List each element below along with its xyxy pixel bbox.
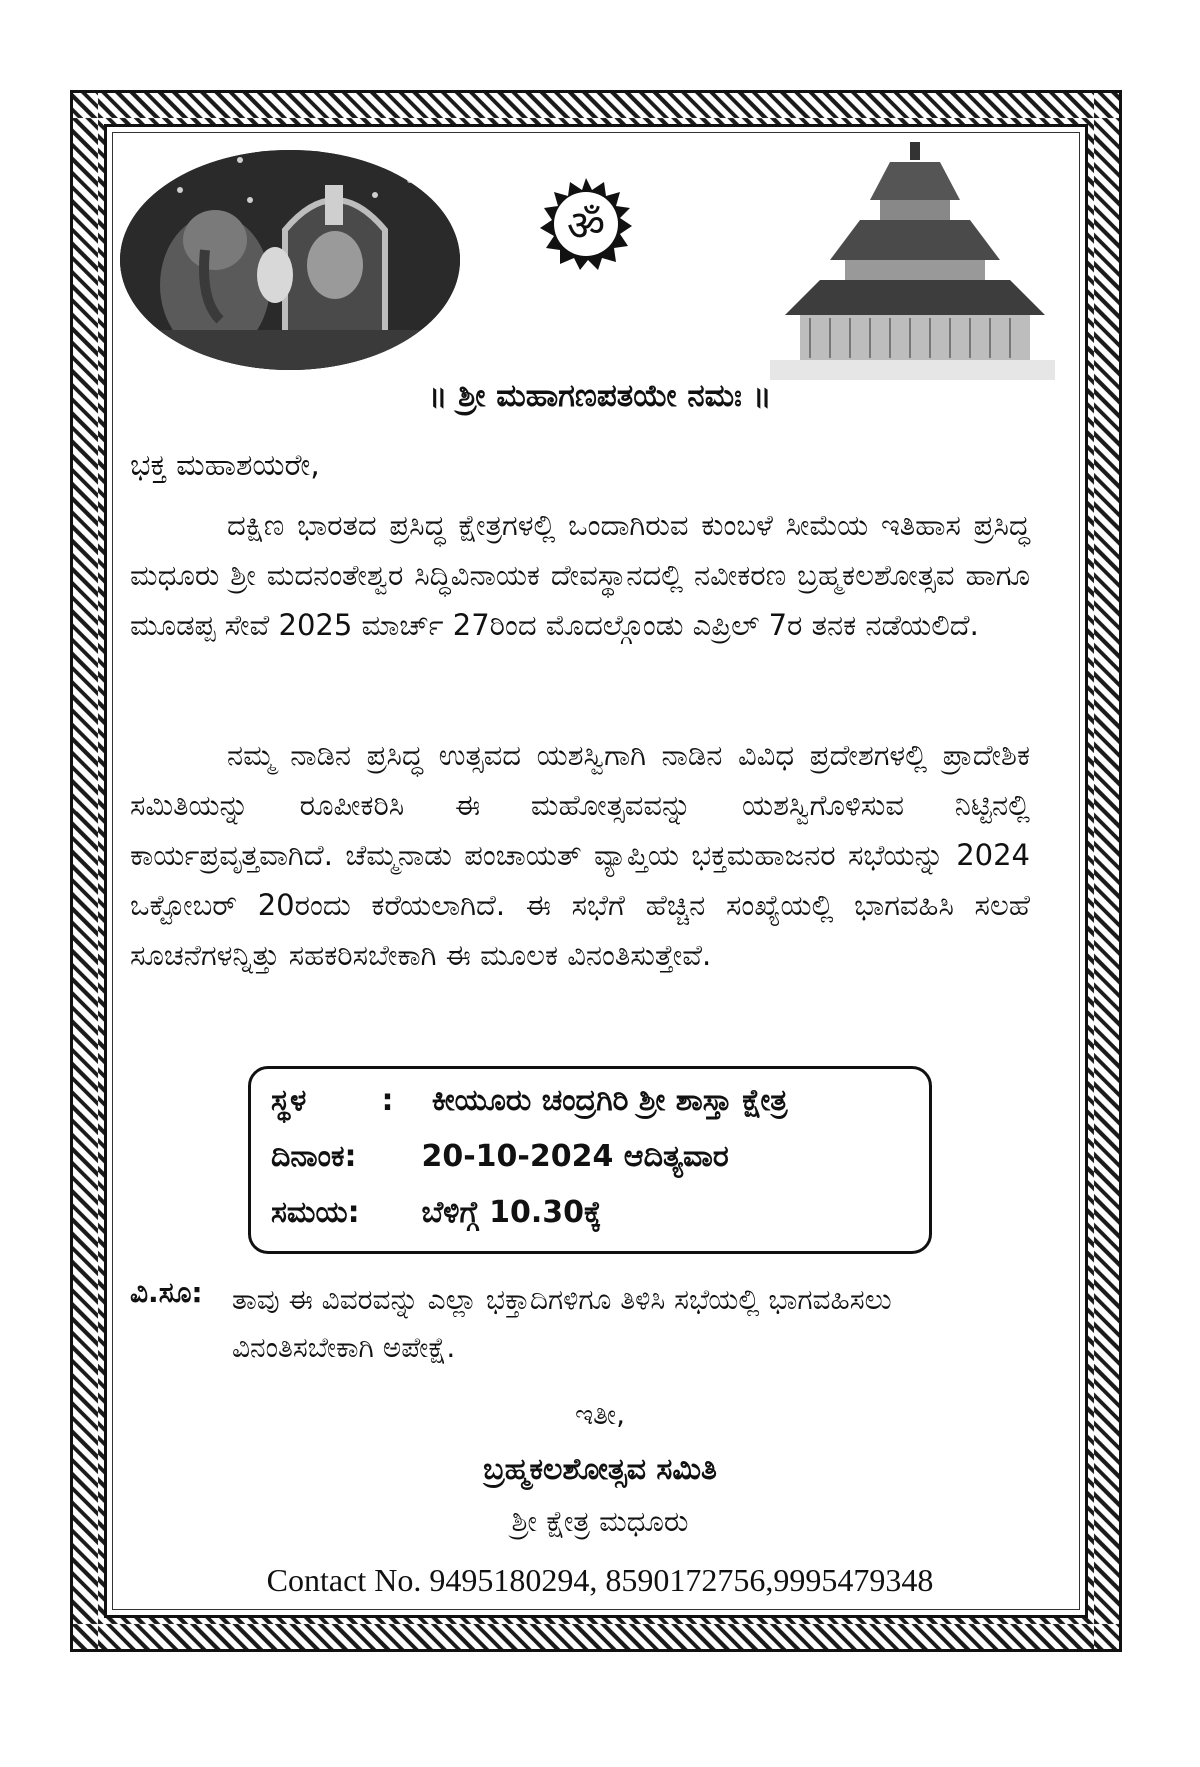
time-row: [271, 1195, 602, 1230]
om-glyph: ॐ: [566, 201, 606, 250]
paragraph-2: ನಮ್ಮ ನಾಡಿನ ಪ್ರಸಿದ್ಧ ಉತ್ಸವದ ಯಶಸ್ವಿಗಾಗಿ ನಾಡಿನ ವಿವಿಧ ಪ್ರದೇಶಗಳಲ್ಲಿ ಪ್ರಾದೇಶಿಕ ಸಮಿತಿಯನ್ನು ರೂಪೀಕರಿಸಿ ಈ ಮಹೋತ್ಸವವನ್ನು ಯಶಸ್ವಿಗೊಳಿಸುವ ನಿಟ್ಟಿನಲ್ಲಿ ಕಾರ್ಯಪ್ರವೃತ್ತವಾಗಿದೆ. ಚೆಮ್ಮನಾಡು ಪಂಚಾಯತ್ ವ್ಯಾಪ್ತಿಯ ಭಕ್ತಮಹಾಜನರ ಸಭೆಯನ್ನು 2024 ಒಕ್ಟೋಬರ್ 20ರಂದು ಕರೆಯಲಾಗಿದೆ. ಈ ಸಭೆಗೆ ಹೆಚ್ಚಿನ ಸಂಖ್ಯೆಯಲ್ಲಿ ಭಾಗವಹಿಸಿ ಸಲಹೆ ಸೂಚನೆಗಳನ್ನಿತ್ತು ಸಹಕರಿಸಬೇಕಾಗಿ ಈ ಮೂಲಕ ವಿನಂತಿಸುತ್ತೇವೆ.: [130, 738, 1030, 972]
contact-numbers: Contact No. 9495180294, 8590172756,9995479348: [266, 1562, 934, 1598]
temple-photo: [770, 140, 1055, 380]
note-label: ವಿ.ಸೂ:: [130, 1276, 203, 1309]
time-value: ಬೆಳಿಗ್ಗೆ 10.30ಕ್ಕೆ: [421, 1195, 602, 1230]
deity-photo: [120, 150, 460, 370]
salutation: ಭಕ್ತ ಮಹಾಶಯರೇ,: [130, 448, 320, 483]
venue-separator: :: [381, 1083, 394, 1118]
paragraph-1: ದಕ್ಷಿಣ ಭಾರತದ ಪ್ರಸಿದ್ಧ ಕ್ಷೇತ್ರಗಳಲ್ಲಿ ಒಂದಾಗಿರುವ ಕುಂಬಳೆ ಸೀಮೆಯ ಇತಿಹಾಸ ಪ್ರಸಿದ್ಧ ಮಧೂರು ಶ್ರೀ ಮದನಂತೇಶ್ವರ ಸಿದ್ಧಿವಿನಾಯಕ ದೇವಸ್ಥಾನದಲ್ಲಿ ನವೀಕರಣ ಬ್ರಹ್ಮಕಲಶೋತ್ಸವ ಹಾಗೂ ಮೂಡಪ್ಪ ಸೇವೆ 2025 ಮಾರ್ಚ್ 27ರಿಂದ ಮೊದಲ್ಗೊಂಡು ಎಪ್ರಿಲ್ 7ರ ತನಕ ನಡೆಯಲಿದೆ.: [130, 508, 1030, 642]
note-text: ತಾವು ಈ ವಿವರವನ್ನು ಎಲ್ಲಾ ಭಕ್ತಾದಿಗಳಿಗೂ ತಿಳಿಸಿ ಸಭೆಯಲ್ಲಿ ಭಾಗವಹಿಸಲು ವಿನಂತಿಸಬೇಕಾಗಿ ಅಪೇಕ್ಷೆ.: [232, 1283, 892, 1364]
date-value: 20-10-2024 ಆದಿತ್ಯವಾರ: [421, 1139, 729, 1174]
temple-place: ಶ್ರೀ ಕ್ಷೇತ್ರ ಮಧೂರು: [511, 1504, 689, 1538]
om-icon: [540, 178, 632, 270]
closing: ಇತೀ,: [574, 1398, 625, 1431]
invocation-heading: ॥ ಶ್ರೀ ಮಹಾಗಣಪತಯೇ ನಮಃ ॥: [428, 378, 772, 414]
meeting-details-box: [248, 1066, 932, 1254]
venue-value: ಕೀಯೂರು ಚಂದ್ರಗಿರಿ ಶ್ರೀ ಶಾಸ್ತಾ ಕ್ಷೇತ್ರ: [431, 1083, 788, 1118]
venue-row: [271, 1083, 787, 1118]
time-label: ಸಮಯ:: [271, 1195, 360, 1230]
venue-label: ಸ್ಥಳ: [271, 1083, 307, 1118]
date-label: ದಿನಾಂಕ:: [271, 1139, 357, 1174]
committee-name: ಬ್ರಹ್ಮಕಲಶೋತ್ಸವ ಸಮಿತಿ: [483, 1452, 717, 1487]
date-row: [271, 1139, 729, 1174]
